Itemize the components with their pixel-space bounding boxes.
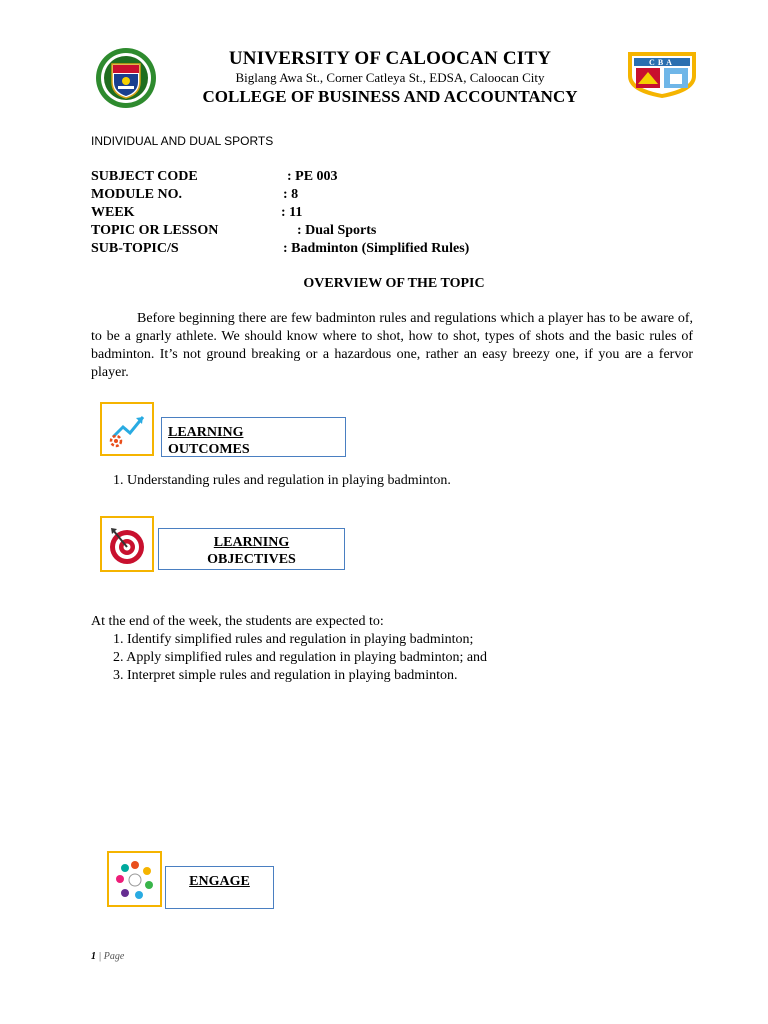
college-name: COLLEGE OF BUSINESS AND ACCOUNTANCY: [202, 87, 578, 106]
university-seal-logo: [88, 46, 164, 110]
outcomes-label-line1: LEARNING: [168, 425, 244, 440]
university-address: Biglang Awa St., Corner Catleya St., EDSA, Caloocan City: [235, 70, 545, 85]
university-name: UNIVERSITY OF CALOOCAN CITY: [228, 48, 552, 69]
people-circle-icon: [111, 855, 159, 903]
meta-value: : PE 003: [287, 169, 338, 184]
meta-key: MODULE NO.: [91, 187, 182, 202]
objectives-label-line2: OBJECTIVES: [207, 552, 296, 567]
learning-outcomes-label: [161, 417, 346, 457]
outcomes-label-line2: OUTCOMES: [168, 442, 250, 457]
page-label: | Page: [98, 951, 125, 962]
page-number: 1: [91, 951, 96, 962]
cba-crest-text: CBA: [649, 58, 675, 67]
outcome-item: 1. Understanding rules and regulation in playing badminton.: [113, 473, 451, 488]
engage-label: [165, 866, 274, 909]
overview-paragraph: Before beginning there are few badminton rules and regulations which a player has to be aware of, to be a gnarly athlete. We should know where to shot, how to shot, types of shots and the basic rules of badminton. It’s not ground breaking or a hazardous one, rather an easy breezy one, if you are a fervor player.: [91, 311, 693, 380]
engage-icon-box: [107, 851, 162, 907]
target-icon: [103, 520, 151, 568]
meta-value: : Dual Sports: [297, 223, 377, 238]
growth-chart-icon: [103, 405, 151, 453]
document-header: [170, 48, 610, 108]
meta-value: : 8: [283, 187, 299, 202]
meta-key: TOPIC OR LESSON: [91, 223, 219, 238]
course-title: INDIVIDUAL AND DUAL SPORTS: [91, 134, 274, 148]
meta-key: SUB-TOPIC/S: [91, 241, 179, 256]
objective-item: 1. Identify simplified rules and regulation in playing badminton;: [113, 632, 474, 647]
outcomes-icon-box: [100, 402, 154, 456]
objectives-intro: At the end of the week, the students are expected to:: [91, 614, 384, 629]
meta-key: SUBJECT CODE: [91, 169, 198, 184]
objective-item: 2. Apply simplified rules and regulation in playing badminton; and: [113, 650, 488, 665]
meta-key: WEEK: [91, 205, 135, 220]
objective-item: 3. Interpret simple rules and regulation in playing badminton.: [113, 668, 458, 683]
learning-objectives-label: [158, 528, 345, 570]
overview-title: OVERVIEW OF THE TOPIC: [303, 276, 485, 291]
meta-value: : 11: [281, 205, 303, 220]
meta-value: : Badminton (Simplified Rules): [283, 241, 470, 256]
objectives-icon-box: [100, 516, 154, 572]
cba-crest-logo: [620, 44, 704, 100]
page-footer: [91, 951, 124, 962]
engage-label-text: ENGAGE: [189, 874, 250, 889]
objectives-label-line1: LEARNING: [213, 535, 290, 550]
